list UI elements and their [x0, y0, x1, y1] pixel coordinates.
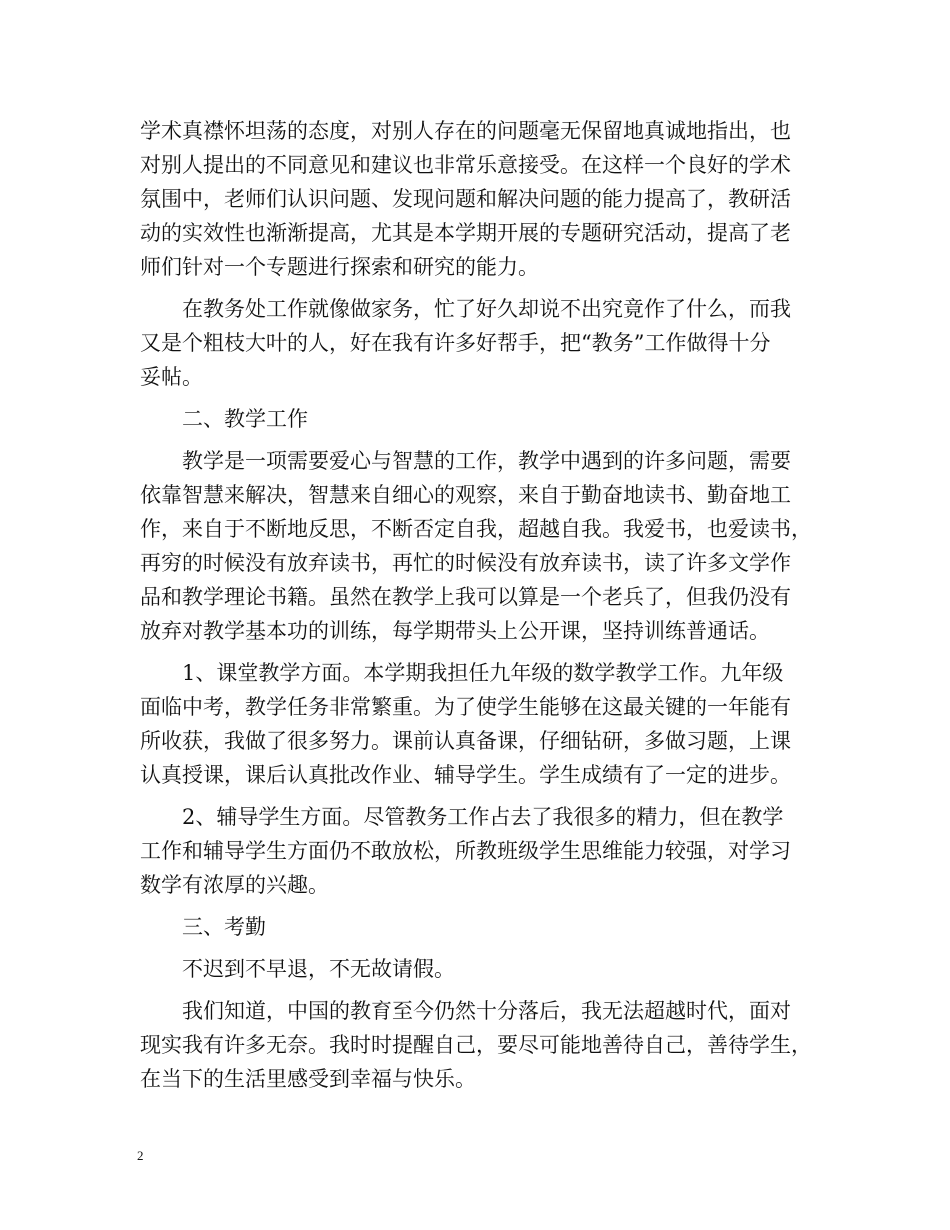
body-line: 现实我有许多无奈。我时时提醒自己，要尽可能地善待自己，善待学生，	[140, 1033, 812, 1057]
body-line: 面临中考，教学任务非常繁重。为了使学生能够在这最关键的一年能有	[140, 695, 791, 719]
body-line: 所收获，我做了很多努力。课前认真备课，仔细钻研，多做习题，上课	[140, 729, 791, 753]
paragraph-first-line: 我们知道，中国的教育至今仍然十分落后，我无法超越时代，面对	[182, 999, 791, 1023]
paragraph-first-line: 在教务处工作就像做家务，忙了好久却说不出究竟作了什么，而我	[182, 297, 791, 321]
body-line: 学术真襟怀坦荡的态度，对别人存在的问题毫无保留地真诚地指出，也	[140, 119, 791, 143]
body-line: 在当下的生活里感受到幸福与快乐。	[140, 1067, 476, 1091]
paragraph-first-line: 教学是一项需要爱心与智慧的工作，教学中遇到的许多问题，需要	[182, 449, 791, 473]
body-line: 放弃对教学基本功的训练，每学期带头上公开课，坚持训练普通话。	[140, 619, 770, 643]
body-line: 认真授课，课后认真批改作业、辅导学生。学生成绩有了一定的进步。	[140, 763, 791, 787]
body-line: 又是个粗枝大叶的人，好在我有许多好帮手，把“教务”工作做得十分	[140, 331, 771, 355]
body-line: 妥帖。	[140, 365, 203, 389]
body-line: 动的实效性也渐渐提高，尤其是本学期开展的专题研究活动，提高了老	[140, 221, 791, 245]
paragraph-first-line: 不迟到不早退，不无故请假。	[182, 957, 455, 981]
body-line: 再穷的时候没有放弃读书，再忙的时候没有放弃读书，读了许多文学作	[140, 551, 791, 575]
body-line: 工作和辅导学生方面仍不敢放松，所教班级学生思维能力较强，对学习	[140, 839, 791, 863]
body-line: 品和教学理论书籍。虽然在教学上我可以算是一个老兵了，但我仍没有	[140, 585, 791, 609]
body-line: 师们针对一个专题进行探索和研究的能力。	[140, 255, 539, 279]
body-line: 依靠智慧来解决，智慧来自细心的观察，来自于勤奋地读书、勤奋地工	[140, 483, 791, 507]
page-number: 2	[137, 1148, 144, 1163]
paragraph-first-line: 2、辅导学生方面。尽管教务工作占去了我很多的精力，但在教学	[182, 805, 784, 829]
body-line: 氛围中，老师们认识问题、发现问题和解决问题的能力提高了，教研活	[140, 187, 791, 211]
body-line: 数学有浓厚的兴趣。	[140, 873, 329, 897]
section-heading: 三、考勤	[182, 915, 266, 939]
section-heading: 二、教学工作	[182, 407, 308, 431]
paragraph-first-line: 1、课堂教学方面。本学期我担任九年级的数学教学工作。九年级	[182, 661, 784, 685]
body-line: 作，来自于不断地反思，不断否定自我，超越自我。我爱书，也爱读书，	[140, 517, 812, 541]
body-line: 对别人提出的不同意见和建议也非常乐意接受。在这样一个良好的学术	[140, 153, 791, 177]
